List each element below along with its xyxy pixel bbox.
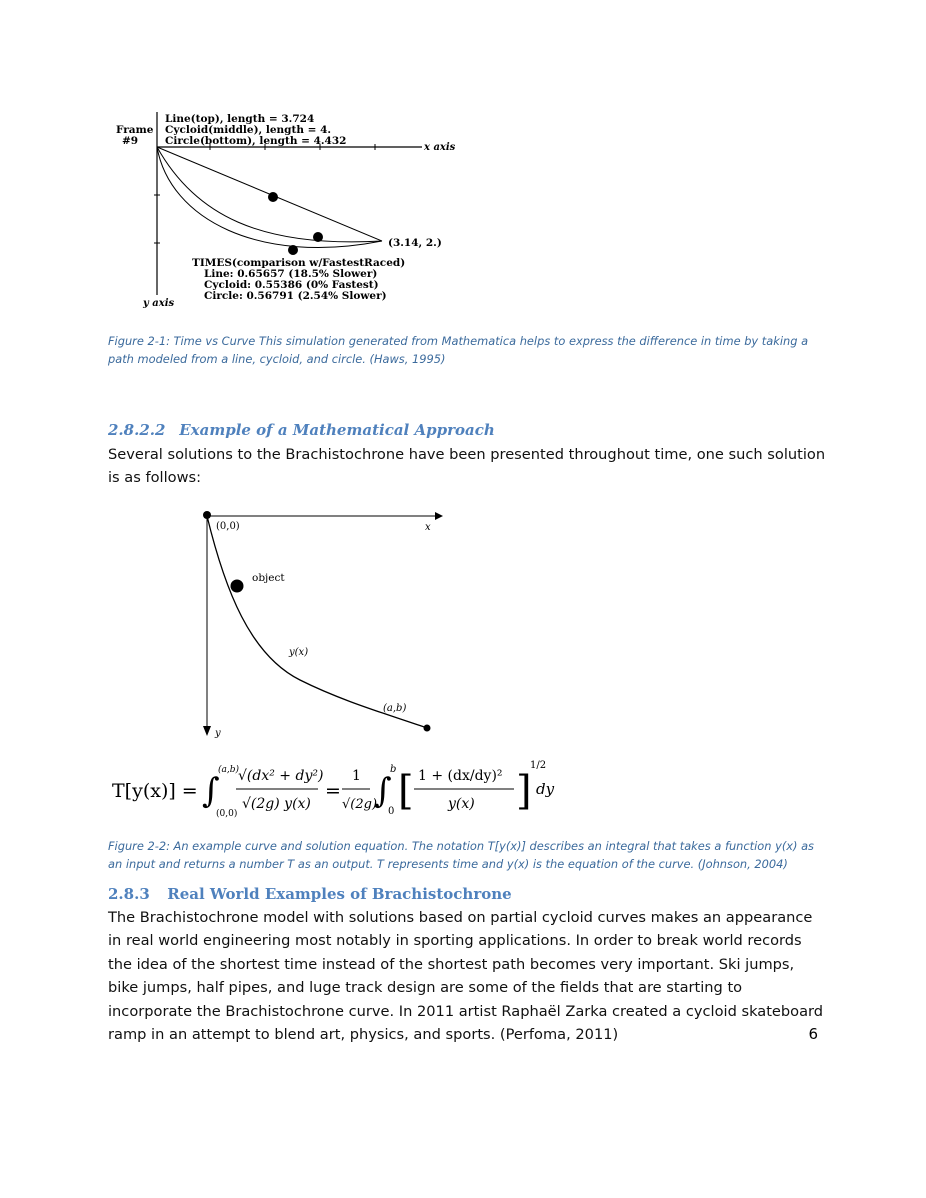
object-ball (231, 580, 244, 593)
frame-label: Frame (116, 124, 154, 136)
integral-upper-2: b (390, 764, 397, 775)
origin-label: (0,0) (216, 521, 240, 532)
section-number: 2.8.3 (108, 885, 150, 903)
section-283-text: The Brachistochrone model with solutions based on partial cycloid curves makes an appearance in real world engineering most notably in sporting applications. In order to break world records the idea of the shortest time instead of the shortest path becomes very important. Ski jumps, bike jumps, half pipes, and luge track design are some of the fields that are starting to incorporate the Brachistochrone curve. In 2011 artist Raphaël Zarka created a cycloid skateboard ramp in an attempt to blend art, physics, and sports. (Perfoma, 2011) (108, 909, 824, 1044)
fraction-numerator-1: √(dx² + dy²) (238, 768, 324, 784)
x-axis-label: x axis (424, 142, 456, 153)
y-axis-label: y axis (143, 298, 175, 309)
figure-time-vs-curve (110, 100, 470, 315)
time-cycloid: Cycloid: 0.55386 (0% Fastest) (204, 279, 379, 291)
figure-brachistochrone-curve (190, 500, 450, 745)
section-title: Example of a Mathematical Approach (179, 421, 495, 439)
solution-equation (108, 752, 568, 824)
section-number: 2.8.2.2 (108, 421, 166, 439)
object-label: object (252, 572, 285, 584)
eq-lhs: T[y(x)] = (112, 780, 198, 802)
section-heading-2822 (108, 421, 495, 439)
endpoint-label: (a,b) (383, 703, 407, 714)
fraction-denominator-1: √(2g) y(x) (242, 796, 311, 812)
integral-sign-2: ∫ (374, 771, 392, 811)
integral-lower-2: 0 (388, 806, 395, 817)
curve-label: y(x) (289, 647, 309, 658)
section-2822-text: Several solutions to the Brachistochrone have been presented throughout time, one such solution is as follows: (108, 446, 826, 487)
coef-denominator: √(2g) (342, 797, 378, 812)
power: 1/2 (530, 760, 547, 771)
integral-sign-1: ∫ (202, 771, 220, 811)
endpoint-dot (424, 725, 431, 732)
figure-caption-2: Figure 2-2: An example curve and solution equation. The notation T[y(x)] describes an integral that takes a function y(x) as an input and returns a number T as an output. T represents time and y(x) is the equation of the curve. (Johnson, 2004) (108, 839, 814, 871)
integral-lower-1: (0,0) (216, 809, 238, 819)
x-axis-arrow (435, 512, 443, 520)
origin-dot (203, 511, 211, 519)
time-line: Line: 0.65657 (18.5% Slower) (204, 268, 378, 280)
equals-sign-2: = (325, 780, 341, 802)
fraction-denominator-2: y(x) (448, 796, 475, 812)
section-title: Real World Examples of Brachistochrone (167, 885, 512, 903)
cycloid-ball (313, 232, 323, 242)
cycloid-length-label: Cycloid(middle), length = 4. (165, 124, 332, 136)
fraction-numerator-2: 1 + (dx/dy)² (418, 768, 503, 784)
circle-ball (288, 245, 298, 255)
endpoint-label: (3.14, 2.) (388, 237, 442, 249)
bracket-right: ] (516, 768, 532, 814)
frame-number: #9 (122, 135, 139, 147)
time-circle: Circle: 0.56791 (2.54% Slower) (204, 290, 387, 302)
section-heading-283 (108, 885, 512, 903)
bracket-left: [ (398, 768, 414, 814)
line-length-label: Line(top), length = 3.724 (165, 113, 315, 125)
y-axis-arrow (203, 726, 211, 736)
dy: dy (536, 780, 555, 798)
y-label: y (215, 728, 221, 739)
page-number: 6 (808, 1025, 818, 1043)
times-title: TIMES(comparison w/FastestRaced) (192, 257, 406, 269)
circle-length-label: Circle(bottom), length = 4.432 (165, 135, 347, 147)
curve-path (207, 516, 427, 728)
integral-upper-1: (a,b) (218, 765, 240, 775)
coef-numerator: 1 (352, 768, 361, 784)
line-ball (268, 192, 278, 202)
figure-caption-1: Figure 2-1: Time vs Curve This simulation generated from Mathematica helps to express the difference in time by taking a path modeled from a line, cycloid, and circle. (Haws, 1995) (108, 334, 809, 366)
x-label: x (425, 522, 431, 533)
